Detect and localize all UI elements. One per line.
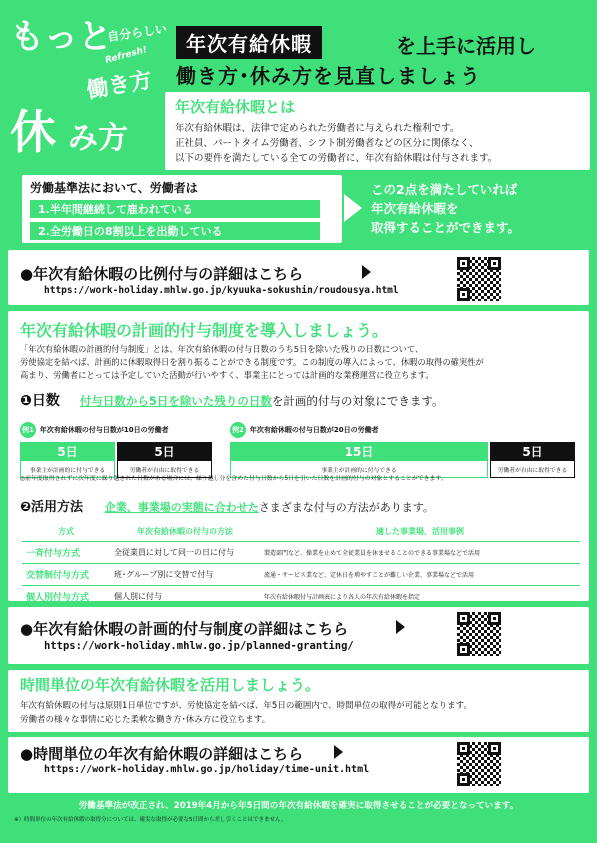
use-rest: さまざまな付与の方法があります。 [258, 501, 434, 514]
svg-text:働き方: 働き方 [84, 67, 155, 104]
hourly-panel [8, 670, 589, 732]
arrow-icon [344, 194, 362, 222]
table-cell: 製造部門など、操業を止めて全従業員を休ませることのできる事業場などで活用 [260, 542, 580, 564]
link3-label[interactable]: ●時間単位の年次有給休暇の詳細はこちら [20, 745, 304, 763]
svg-text:休: 休 [10, 105, 56, 159]
table-cell: 年次有給休暇付与計画表により各人の年次有給休暇を指定 [260, 586, 580, 608]
example2-free-bar: 5日 [491, 443, 574, 461]
days-rest: を計画的付与の対象にできます。 [271, 394, 444, 408]
hourly-heading: 時間単位の年次有給休暇を活用しましょう。 [20, 676, 321, 694]
link2-arrow-icon [396, 620, 405, 634]
table-header: 方式 [22, 522, 110, 542]
days-heading: ❶日数 [20, 393, 60, 409]
requirements-heading: 労働基準法において、労働者は [30, 181, 198, 195]
requirements-result [365, 178, 575, 242]
link1-arrow-icon [362, 265, 371, 279]
planned-body-line: 「年次有給休暇の計画的付与制度」とは、年次有給休暇の付与日数のうち5日を除いた残りの日数について、 [20, 344, 424, 354]
requirement-item: 1.半年間継続して雇われている [30, 200, 320, 218]
example1-planned-bar: 5日 [21, 443, 114, 461]
intro-heading: 年次有給休暇とは [175, 98, 296, 116]
example1-free-bar: 5日 [118, 443, 211, 461]
hourly-body-line: 年次有給休暇の付与は原則1日単位ですが、労使協定を結べば、年5日の範囲内で、時間単位の取得が可能となります。 [20, 701, 472, 711]
link2-label[interactable]: ●年次有給休暇の計画的付与制度の詳細はこちら [20, 620, 349, 638]
table-cell: 全従業員に対して同一の日に付与 [110, 542, 260, 564]
methods-table [22, 522, 580, 608]
footer-note: ※）時間単位の年次有給休暇の取得分については、確実な取得が必要な5日間から差し引くことはできません。 [14, 817, 287, 823]
logo-sub: 自分らしい [106, 21, 168, 44]
intro-line: 正社員、パートタイム労働者、シフト制労働者などの区分に関係なく、 [175, 138, 479, 149]
use-heading: ❷活用方法 [20, 500, 84, 515]
result-line: この2点を満たしていれば [371, 182, 518, 197]
title-rest: を上手に活用し [396, 34, 536, 58]
link1-label[interactable]: ●年次有給休暇の比例付与の詳細はこちら [20, 265, 304, 283]
link3-url[interactable]: https://work-holiday.mhlw.go.jp/holiday/time-unit.html [44, 764, 370, 775]
example2-planned-bar: 15日 [231, 443, 487, 461]
link3-arrow-icon [334, 745, 343, 759]
result-line: 取得することができます。 [371, 220, 521, 235]
qr-code-icon [455, 255, 503, 303]
example2-badge: 例2 [230, 422, 246, 438]
use-highlight: 企業、事業場の実態に合わせた [104, 501, 259, 514]
hourly-body-line: 労働者の様々な事情に応じた柔軟な働き方･休み方に役立ちます。 [20, 715, 271, 725]
svg-text:み方: み方 [68, 121, 128, 156]
table-row [22, 542, 580, 564]
days-row [20, 390, 443, 410]
title-highlight: 年次有給休暇 [176, 26, 322, 59]
table-row [22, 564, 580, 586]
table-header: 適した事業場、活用事例 [260, 522, 580, 542]
example1 [20, 422, 220, 478]
table-cell-method: 一斉付与方式 [22, 542, 110, 564]
table-cell: 個人別に付与 [110, 586, 260, 608]
use-row [20, 496, 434, 515]
example1-label: 年次有給休暇の付与日数が10日の労働者 [39, 426, 169, 434]
example1-free-note: 労働者が自由に取得できる [129, 468, 200, 474]
qr-code-icon [455, 740, 503, 788]
days-highlight: 付与日数から5日を除いた残りの日数 [79, 394, 272, 408]
campaign-logo [8, 8, 168, 173]
table-row [22, 586, 580, 608]
footer-banner: 労働基準法が改正され、2019年4月から年5日間の年次有給休暇を確実に取得させることが必要となっています。 [78, 801, 519, 811]
table-cell-method: 個人別付与方式 [22, 586, 110, 608]
svg-text:もっと: もっと [10, 17, 112, 57]
title-line2: 働き方･休み方を見直しましょう [176, 64, 481, 88]
requirements-panel [22, 175, 342, 243]
example1-badge: 例1 [20, 422, 36, 438]
example2-planned-note: 事業主が計画的に付与できる [321, 468, 397, 474]
example2-free-note: 労働者が自由に取得できる [497, 468, 568, 474]
example1-planned-note: 事業主が計画的に付与できる [29, 468, 106, 474]
intro-line: 以下の要件を満たしている全ての労働者に、年次有給休暇は付与されます。 [175, 153, 498, 164]
planned-body [20, 343, 580, 382]
result-line: 年次有給休暇を [371, 201, 459, 216]
intro-line: 年次有給休暇は、法律で定められた労働者に与えられた権利です。 [175, 123, 460, 134]
intro-panel [165, 92, 590, 170]
table-cell: 流通・サービス業など、定休日を増やすことが難しい企業、事業場などで活用 [260, 564, 580, 586]
table-cell: 班･グループ別に交替で付与 [110, 564, 260, 586]
qr-code-icon [455, 610, 503, 658]
example2-label: 年次有給休暇の付与日数が20日の労働者 [249, 426, 379, 434]
table-cell-method: 交替制付与方式 [22, 564, 110, 586]
days-footnote: ◎前年度取得されずに次年度に繰り越された日数がある場合には、繰り越し分を含めた付与日数から5日を引いた日数を計画的付与の対象とすることができます。 [20, 476, 447, 482]
planned-body-line: 労使協定を結べば、計画的に休暇取得日を割り振ることができる制度です。この制度の導入によって、休暇の取得の確実性が [20, 357, 484, 367]
planned-body-line: 高まり、労働者にとっては予定していた活動が行いやすく、事業主にとっては計画的な業務運営に役立ちます。 [20, 370, 434, 380]
link1-url[interactable]: https://work-holiday.mhlw.go.jp/kyuuka-sokushin/roudousya.html [44, 285, 399, 296]
table-header: 年次有給休暇の付与の方法 [110, 522, 260, 542]
svg-text:Refresh!: Refresh! [104, 45, 149, 66]
link2-url[interactable]: https://work-holiday.mhlw.go.jp/planned-granting/ [44, 640, 354, 652]
requirement-item: 2.全労働日の8割以上を出勤している [30, 222, 320, 240]
planned-heading: 年次有給休暇の計画的付与制度を導入しましょう。 [20, 321, 389, 340]
example2 [230, 422, 580, 478]
